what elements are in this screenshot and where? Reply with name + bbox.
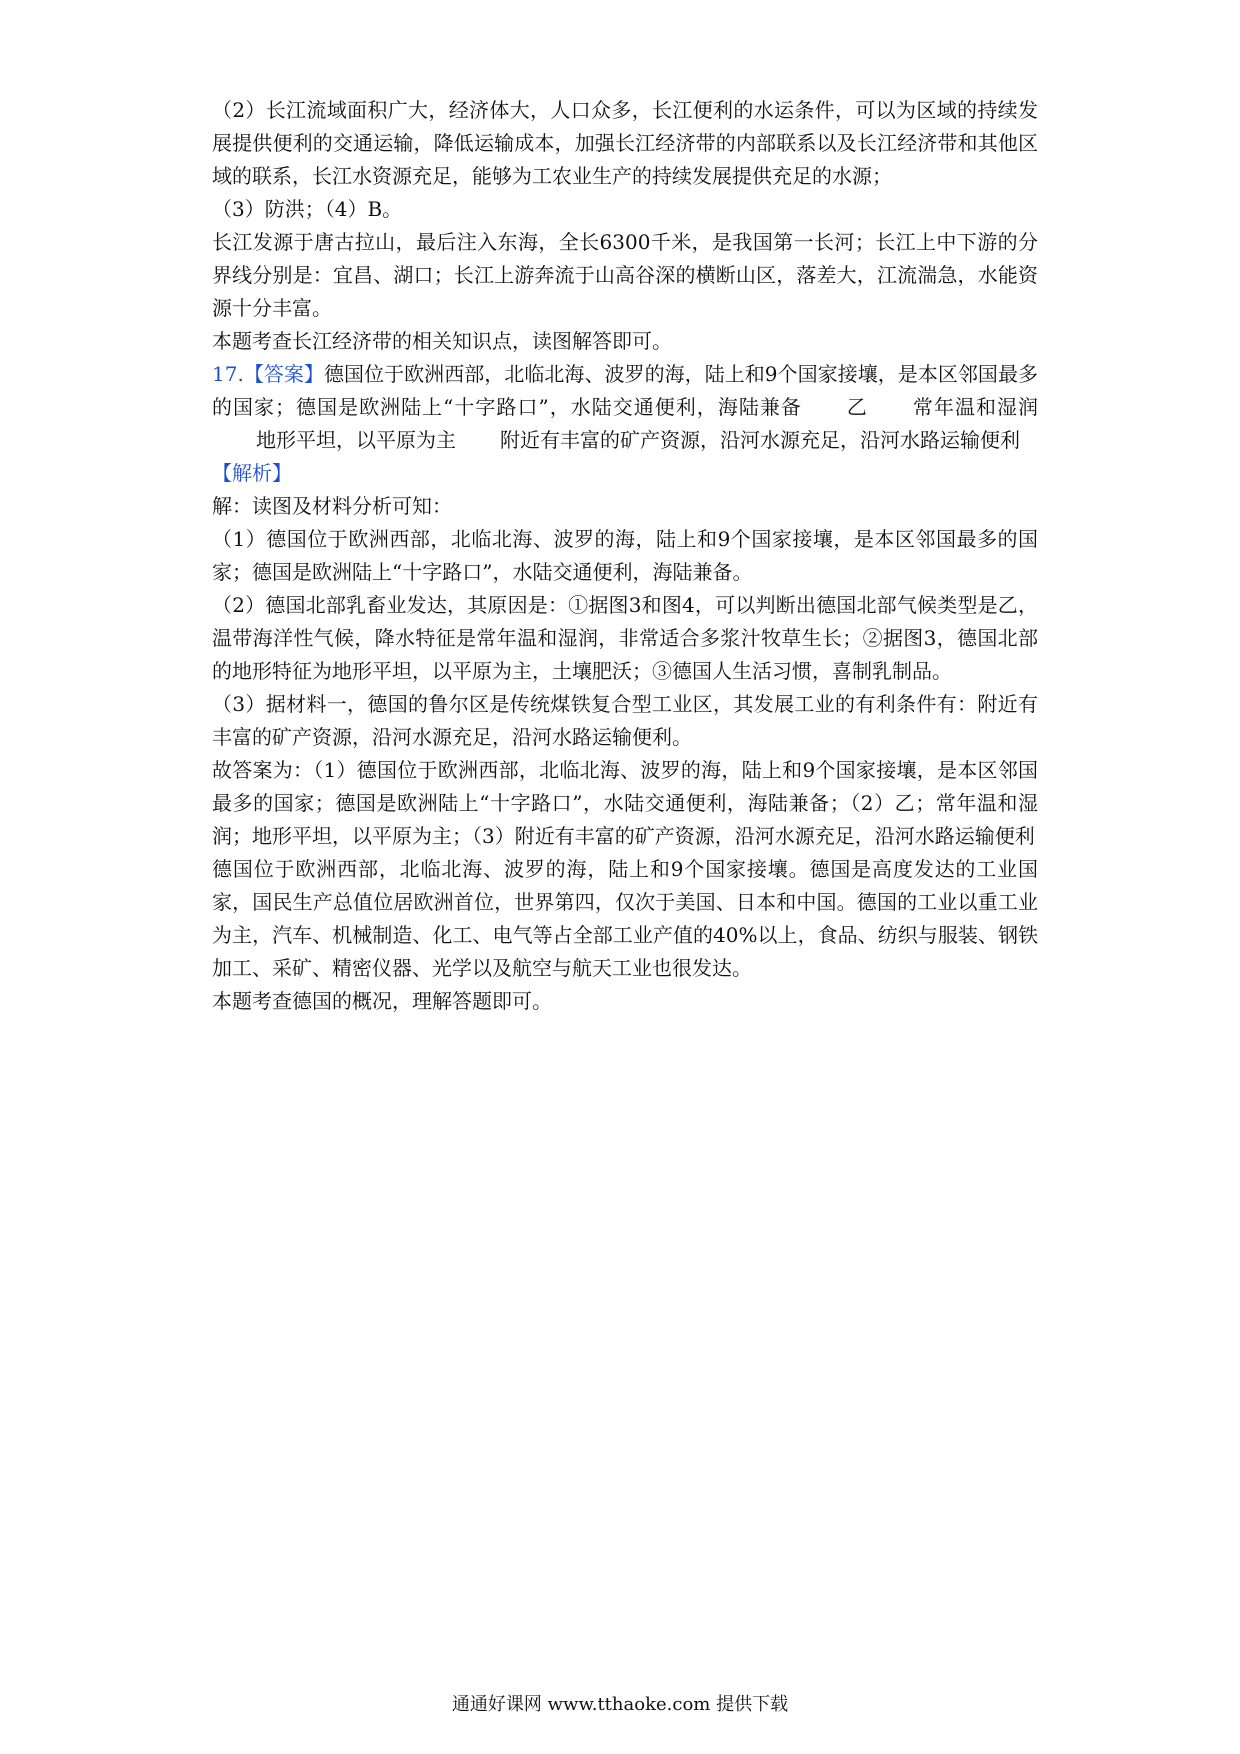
question-17-answer <box>212 358 1038 457</box>
paragraph-answers-3-4: （3）防洪；（4）B。 <box>212 197 403 221</box>
answer-part-2: 乙 <box>845 395 868 419</box>
paragraph-germany-overview: 德国位于欧洲西部，北临北海、波罗的海，陆上和9个国家接壤。德国是高度发达的工业国家，国民生产总值位居欧洲首位，世界第四，仅次于美国、日本和中国。德国的工业以重工业为主，汽车、机械制造、化工、电气等占全部工业产值的40%以上，食品、纺织与服装、钢铁加工、采矿、精密仪器、光学以及航空与航天工业也很发达。 <box>212 857 1038 980</box>
answer-label: 17.【答案】 <box>212 362 324 386</box>
paragraph-analysis-intro: 解：读图及材料分析可知： <box>212 494 452 518</box>
analysis-label: 【解析】 <box>212 461 292 485</box>
paragraph-summary-germany: 本题考查德国的概况，理解答题即可。 <box>212 989 552 1013</box>
answer-part-1: 德国位于欧洲西部，北临北海、波罗的海，陆上和9个国家接壤，是本区邻国最多的国家；德国是欧洲陆上“十字路口”，水陆交通便利，海陆兼备 <box>212 362 1038 419</box>
page-footer: 通通好课网 www.tthaoke.com 提供下载 <box>451 1694 789 1715</box>
answer-part-3: 常年温和湿润 <box>911 395 1039 419</box>
paragraph-yangtze-advantages: （2）长江流域面积广大，经济体大，人口众多，长江便利的水运条件，可以为区域的持续发展提供便利的交通运输，降低运输成本，加强长江经济带的内部联系以及长江经济带和其他区域的联系，长江水资源充足，能够为工农业生产的持续发展提供充足的水源； <box>212 98 1038 188</box>
paragraph-yangtze-overview: 长江发源于唐古拉山，最后注入东海，全长6300千米，是我国第一长河；长江上中下游的分界线分别是：宜昌、湖口；长江上游奔流于山高谷深的横断山区，落差大，江流湍急，水能资源十分丰富。 <box>212 230 1038 320</box>
answer-part-4: 地形平坦，以平原为主 <box>256 428 456 452</box>
paragraph-analysis-1: （1）德国位于欧洲西部，北临北海、波罗的海，陆上和9个国家接壤，是本区邻国最多的国家；德国是欧洲陆上“十字路口”，水陆交通便利，海陆兼备。 <box>212 527 1038 584</box>
paragraph-final-answer: 故答案为：（1）德国位于欧洲西部，北临北海、波罗的海，陆上和9个国家接壤，是本区邻国最多的国家；德国是欧洲陆上“十字路口”，水陆交通便利，海陆兼备；（2）乙；常年温和湿润；地形平坦，以平原为主；（3）附近有丰富的矿产资源，沿河水源充足，沿河水路运输便利 <box>212 758 1038 848</box>
paragraph-analysis-2: （2）德国北部乳畜业发达，其原因是：①据图3和图4，可以判断出德国北部气候类型是乙，温带海洋性气候，降水特征是常年温和湿润，非常适合多浆汁牧草生长；②据图3，德国北部的地形特征为地形平坦，以平原为主，土壤肥沃；③德国人生活习惯，喜制乳制品。 <box>212 593 1038 683</box>
answer-part-5: 附近有丰富的矿产资源，沿河水源充足，沿河水路运输便利 <box>500 428 1020 452</box>
paragraph-summary-yangtze: 本题考查长江经济带的相关知识点，读图解答即可。 <box>212 329 672 353</box>
document-body <box>212 94 1038 1018</box>
paragraph-analysis-3: （3）据材料一，德国的鲁尔区是传统煤铁复合型工业区，其发展工业的有利条件有：附近有丰富的矿产资源，沿河水源充足，沿河水路运输便利。 <box>212 692 1038 749</box>
